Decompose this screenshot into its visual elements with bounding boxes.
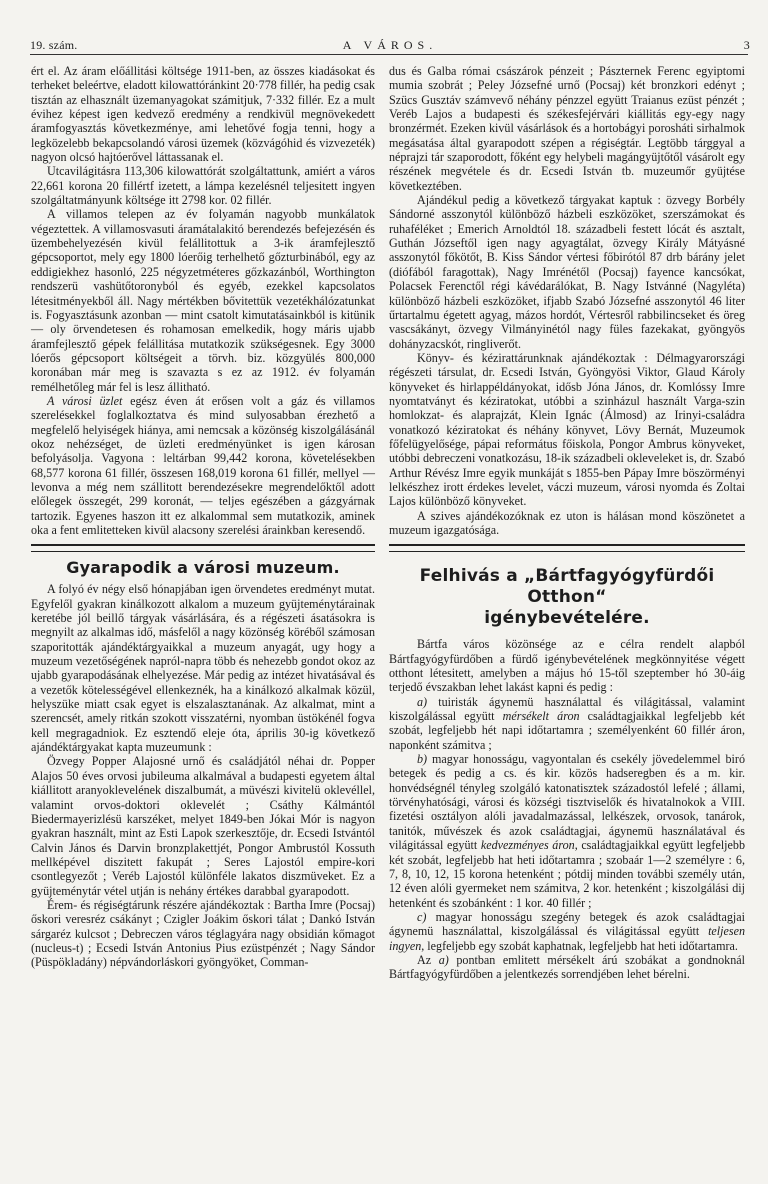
section-title-line: Felhivás a „Bártfagyógyfürdői Otthon“ bbox=[419, 566, 715, 608]
emphasis: teljesen ingyen bbox=[389, 924, 745, 953]
newspaper-title: A VÁROS. bbox=[342, 38, 438, 52]
list-item-b bbox=[389, 752, 745, 910]
section-divider bbox=[389, 544, 745, 552]
list-marker: a) bbox=[417, 694, 428, 709]
left-column bbox=[31, 64, 375, 970]
paragraph-text: egész éven át erősen volt a gáz és villamos szerelésekkel foglalkoztatva és mind sulyosabban érezhető a megfelelő helyiségek hiánya, ami nemcsak a közönség kiszolgálásánál okoz nehézséget, de üzleti eredményünket is igen károsan befolyásolja. Vagyona : leltárban 99,442 korona, követelésekben 68,577 korona 61 fillér, összesen 168,019 korona 61 fillér, mellyel — levonva a még nem szállitott berendezésekre megrendelőktől adott előlegek összegét, 299 koronát, — teljes egészében a gázgyárnak tartozik. Egyenes haszon itt ez alkalommal sem mutatkozik, aminek oka a fent emlitetteken kivül alacsony szerelési árainkban keresendő. bbox=[31, 393, 376, 537]
list-marker: b) bbox=[417, 752, 428, 767]
paragraph-text: tuiristák ágynemü használattal és világitással, valamint kiszolgálással együtt bbox=[389, 694, 745, 724]
page-number: 3 bbox=[743, 38, 750, 52]
emphasis: kedvezményes áron bbox=[480, 838, 575, 853]
paragraph: Özvegy Popper Alajosné urnő és családjától néhai dr. Popper Alajos 50 éves orvosi jubileuma alkalmával a budapesti egyetem által kiállitott aranyoklevelének diszalbumát, a müvészi kivitelü oklevéllel, valamint orvos-doktori oklevelét ; Csáthy Kálmántól Biedermayerizlésü karszéket, melyet 1849-ben Jókai Mór is nagyon gyakran használt, mint az Esti Lapok szerkesztője, dr. Ecsedi Istvántól Calvin János és Darvin bronzplakettjét, Pongor Ambrustól Kossuth mellképével diszitett fakupát ; Seres Lajostól empire-kori csontlegyezőt ; Veréb Lajostól különféle lakatos diszmüveket. Ez a gyüjteménytár vétel utján is nehány értékes darabbal gyarapodott. bbox=[31, 754, 375, 898]
page-header bbox=[30, 36, 750, 54]
paragraph: Ajándékul pedig a következő tárgyakat kaptuk : özvegy Borbély Sándorné asszonytól különböző házbeli eszközöket, szerszámokat és ruhaféléket ; Emerich Arnoldtól 18. századbeli festett lócát és asztalt, Guthán Józseftől igen nagy agyagtálat, özvegy Király Mátyásné asszonytól főkötőt, B. Kiss Sándor vértesi főbirótól 87 drb bárány jelet (diófából faragottak), Nagy Imrénétől (Pocsaj) fayence kancsókat, Polacsek Ferenctől régi kávédarálókat, B. Nagy Istvánné (Nagyléta) különböző házbeli eszközöket, ifjabb Szabó Józsefné asszonytól 46 liter űrtartalmu égetett agyag, mázos hordót, Vértesről rabbilincseket és öreg vascsákányt, özvegy Vilmányinétól nagy füles fazekakat, gyöngyös dohányzacskót, ringliverőt. bbox=[389, 193, 745, 351]
paragraph: A folyó év négy első hónapjában igen örvendetes eredményt mutat. Egyfelől gyakran kinálkozott alkalom a muzeum gyüjteménytárainak keretébe jól beillő tárgyak vásárlására, és a régészeti ásatásokra is megnyilt az alkalmas idő, másfelől a nagy közönség köréből számosan szaporitották ajándéktárgyaikkal a muzeum anyagát, ugy hogy a muzeum vezetőségének napról-napra több és nehezebb gondot okoz az ujabb gyarapodásának elhelyezése. Már pedig az intézet hivatásával és a vezetők kötelességével ellenkeznék, ha a kinálkozó alkalmak közül, helyszüke miatt csak egyet is elszalasztanának. Az alkalmat, mint a szerencsét, amely ritkán szokott visszatérni, nyomban üstökénél fogva kell megragadniok. Ez esztendő eleje óta, április 30-ig következő ajándéktárgyakat kapta muzeumunk : bbox=[31, 582, 375, 755]
paragraph-text: magyar honosságu, vagyontalan és csekély jövedelemmel biró betegek és pedig a cs. és kir. közös hadseregben és a m. kir. honvédségnél tényleg szolgáló katonatisztek századostól lefelé ; állami, törvényhatósági, városi és községi tisztviselők és hivatalnokok a VIII. fizetési osztályon alóli javadalmazással, lelkészek, orvosok, tanárok, tanitók, művészek és azok családtagjai, ágynemü használatával és világitással együtt bbox=[389, 752, 745, 853]
paragraph-text: magyar honosságu szegény betegek és azok családtagjai ágynemü használattal, kiszolgálással és világitással együtt bbox=[389, 909, 745, 939]
paragraph: Érem- és régiségtárunk részére ajándékoztak : Bartha Imre (Pocsaj) őskori veresréz csákányt ; Czigler Joákim őskori tálat ; Dankó István sárgaréz kulcsot ; Debreczen város téglagyára nagy obsidián kőmagot (nucleus-t) ; Ecsedi István Antonius Pius ezüstpénzét ; Nagy Sándor (Püspökladány) népvándorláskori gyöngyöket, Comman- bbox=[31, 897, 375, 970]
paragraph-text: , legfeljebb egy szobát kaphatnak, legfeljebb hat heti időtartamra. bbox=[421, 938, 738, 953]
paragraph: Könyv- és kézirattárunknak ajándékoztak : Délmagyarországi régészeti társulat, dr. Ecsedi István, Gyöngyösi Viktor, Glaud Károly könyveket és hirlappéldányokat, idősb Jóna János, dr. Komlóssy Imre nyomtatványt és kéziratokat, utóbbi a szinházul használt Varga-szin homlokzat- és alaprajzát, Klein Ignác (Álmosd) az Irinyi-családra vonatkozó kéziratokat és néhány könyvet, Lövy Bernát, Muzeumok főfelügyelősége, pápai református főiskola, Pongor Ambrus könyveket, utóbbi debreczeni vonatkozásu, 18-ik századbeli okleveleket is, dr. Szabó Arthur Révész Imre egyik munkáját s 1855-ben Pápay Imre böszörményi lelkészhez irott érdekes levelet, váczi muzeum, városi nyomda és Zoltai Lajos különböző könyveket. bbox=[389, 350, 745, 509]
paragraph-text: Az bbox=[417, 952, 439, 967]
paragraph-text: családtagjaikkal legfeljebb két szobát, legfeljebb hét napi időtartamra ; személyenként 60 fillér áron, naponként számitva ; bbox=[389, 709, 745, 752]
issue-number: 19. szám. bbox=[30, 38, 78, 52]
paragraph-text: pontban emlitett mérsékelt árú szobákat a gondnoknál Bártfagyógyfürdőben a jelentkezés sorrendjében lehet bérelni. bbox=[389, 952, 745, 982]
paragraph: A szives ajándékozóknak ez uton is hálásan mond köszönetet a muzeum igazgatósága. bbox=[389, 508, 745, 537]
paragraph bbox=[389, 953, 745, 982]
paragraph-text: , családtagjaikkal együtt legfeljebb két szobát, legfeljebb hat heti időtartamra ; szobaár 1—2 személyre : 6, 7, 8, 10, 12, 15 korona hetenként ; pótdij minden további személy után, 12 éven alóli gyermeket nem számitva, 2 kor. hetenként ; kiszolgálási dij hetenként és szobánként : 1 kor. 40 fillér ; bbox=[389, 838, 746, 910]
paragraph: ért el. Az áram előállitási költsége 1911-ben, az összes kiadásokat és terheket beleértve, eladott kilowattóránkint 20·778 fillér, ha pedig csak tisztán az elhasznált üzemanyagokat számitjuk, 7·332 fillér. Ez a mult évihez képest igen kedvező eredmény a rendkivül megnövekedett áramfogyasztás következménye, ami lehetővé fogja tenni, hogy a legközelebb bekapcsolandó városi üzemek (közvágóhid és vizvezeték) nagyon olcsó hajtóerővel láttassanak el. bbox=[31, 64, 375, 165]
emphasis: mérsékelt áron bbox=[502, 709, 580, 724]
list-marker: c) bbox=[417, 909, 427, 924]
section-title-line: igénybevételére. bbox=[484, 608, 650, 629]
list-item-c bbox=[389, 910, 745, 953]
paragraph: Bártfa város közönsége az e célra rendelt alapból Bártfagyógyfürdőben a fürdő igénybevételének megkönnyitése végett otthont létesitett, amelyben a május hó 15-től szeptember hó 30-áig terjedő évszakban lehet lakást kapni és pedig : bbox=[389, 637, 745, 695]
list-item-a bbox=[389, 695, 745, 752]
section-title-museum: Gyarapodik a városi muzeum. bbox=[66, 558, 340, 578]
paragraph: A villamos telepen az év folyamán nagyobb munkálatok végeztettek. A villamosvasuti áramátalakitó berendezés befejezésén és üzembehelyezésén kivül felállitottuk a 3-ik áramfejlesztő gépcsoportot, mely egy 1800 lóerőig terhelhető gőzturbinából, egy az eddigiekhez hasonló, 225 négyzetméteres gőzkazánból, Worthington rendszerü vashütőtoronyból és egyéb, ezekkel kapcsolatos létesitményekből áll. Nagy mértékben bővitettük vezetékhálózatunkat is. Fogyasztásunk azonban — mint csatolt kimutatásainkból is kitünik — oly örvendetesen és rohamosan emelkedik, hogy máris ujabb áramfejlesztő gépek felállitása mutatkozik szükségesnek. Egy 3000 lóerős gépcsoport költségeit a törvh. biz. közgyülés 800,000 koronában már meg is szavazta s ez az 1912. év folyamán remélhetőleg már fel is lesz állitható. bbox=[31, 207, 375, 394]
section-title-bartfa bbox=[389, 566, 745, 629]
section-divider bbox=[31, 544, 375, 552]
paragraph: Utcavilágitásra 113,306 kilowattórát szolgáltattunk, amiért a város 22,661 korona 20 fillértf izetett, a lámpa kezelésnél teljesitett ingyen szolgáltatmányunk költsége itt 2798 kor. 02 fillér. bbox=[31, 164, 375, 208]
paragraph: dus és Galba római császárok pénzeit ; Pászternek Ferenc egyiptomi mumia szobrát ; Peley Józsefné urnő (Pocsaj) két bronzkori edényt ; Szücs Gusztáv számvevő néhány pénzzel együtt Traianus ezüst pénzét ; Veréb Lajos a budapesti és székesfejérvári kiállitás egy-egy nagy bronzérmét. Ezeken kivül vásárlások és a hortobágyi porosháti sirhalmok megásatása által gyarapodott szépen a régiségtár. Legtöbb tárggyal a néprajzi tár szaporodott, főként egy helybeli magángyüjtőtől vásárolt egy részének megvétele és dr. Ecsedi István tb. muzeumőr gyüjtése következtében. bbox=[389, 64, 745, 193]
paragraph bbox=[31, 394, 375, 537]
right-column bbox=[389, 64, 745, 982]
emphasis: A városi üzlet bbox=[47, 393, 123, 408]
header-rule bbox=[30, 54, 748, 55]
list-marker: a) bbox=[438, 952, 449, 967]
